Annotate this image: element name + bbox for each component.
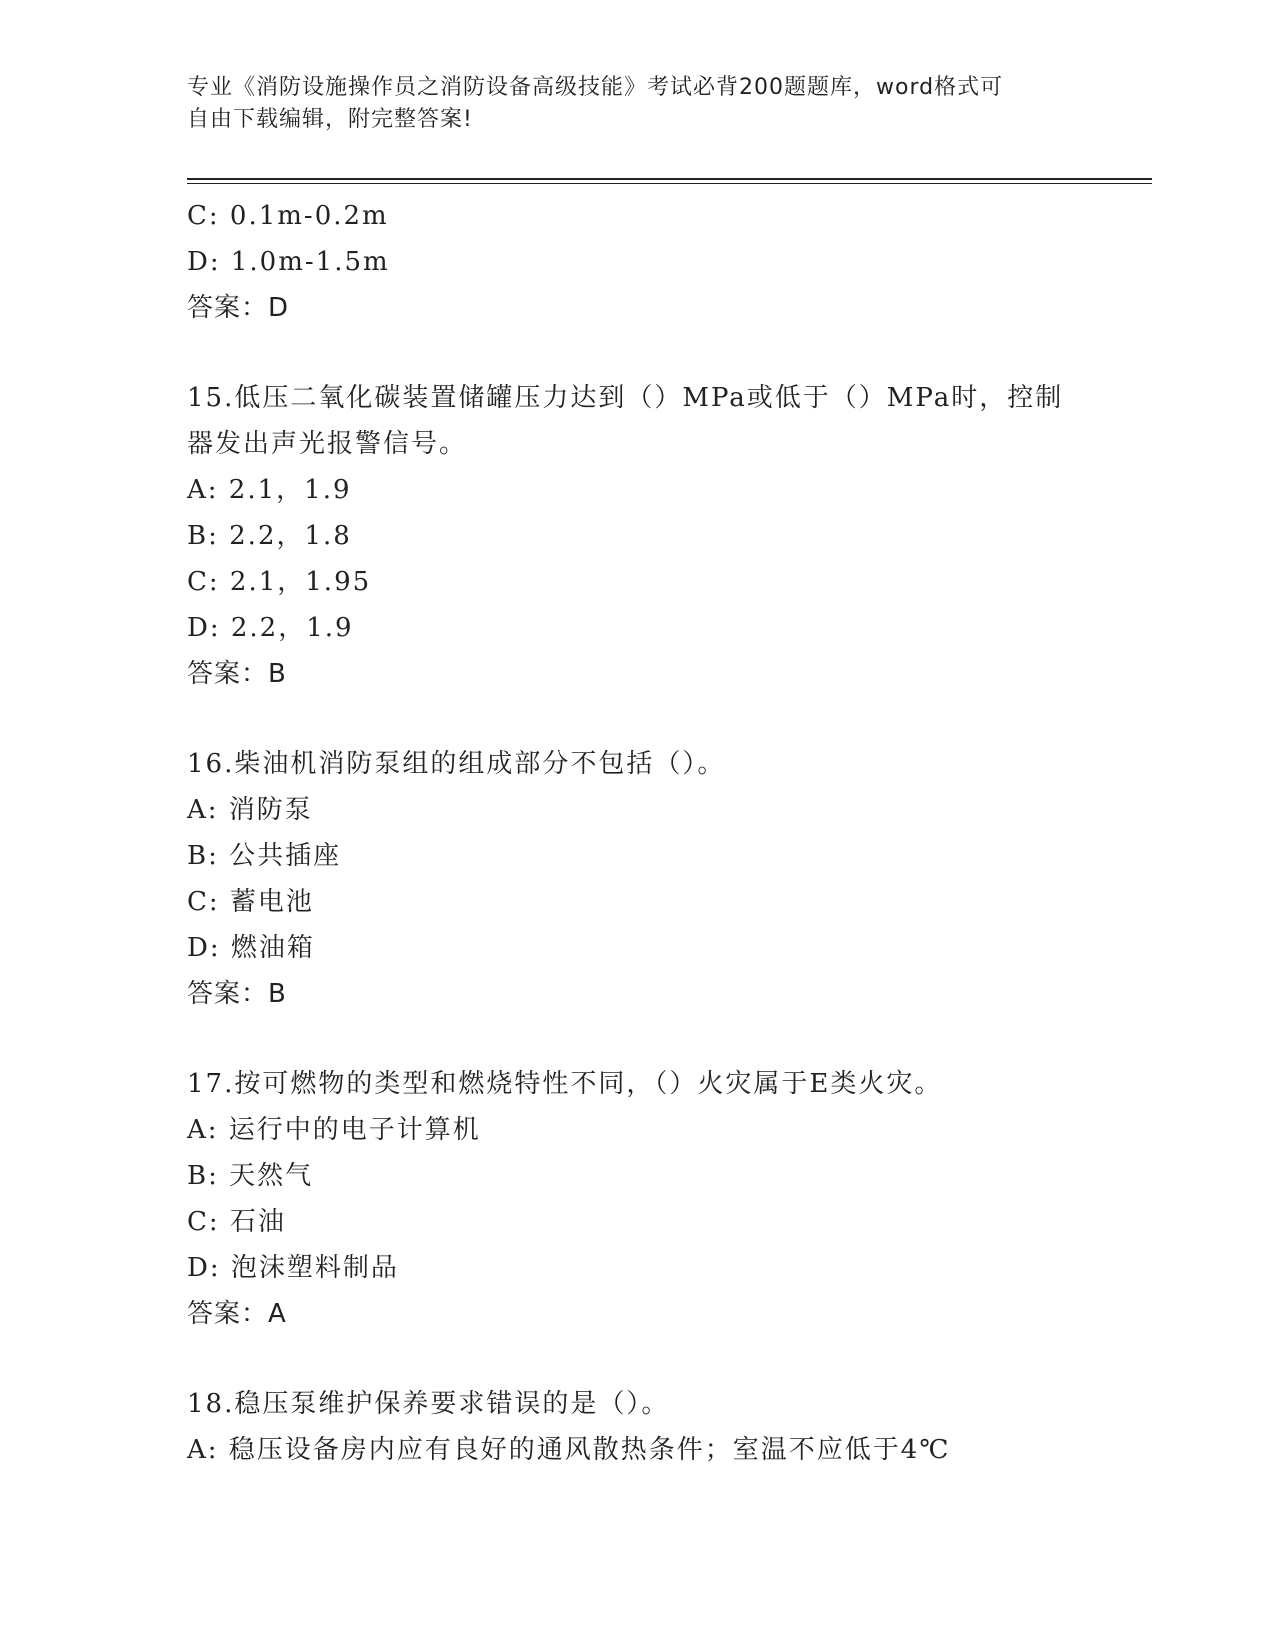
question-list bbox=[187, 193, 1087, 1473]
option-a: A: 2.1，1.9 bbox=[187, 475, 352, 505]
option-d: D: 1.0m-1.5m bbox=[187, 247, 390, 277]
option-d: D: 燃油箱 bbox=[187, 933, 315, 963]
spacer bbox=[187, 1017, 1087, 1061]
header-divider bbox=[187, 178, 1152, 180]
spacer bbox=[187, 331, 1087, 375]
answer: 答案：B bbox=[187, 659, 287, 689]
option-b: B: 2.2，1.8 bbox=[187, 521, 352, 551]
option-a: A: 运行中的电子计算机 bbox=[187, 1115, 481, 1145]
option-d: D: 2.2，1.9 bbox=[187, 613, 354, 643]
option-c: C: 石油 bbox=[187, 1207, 286, 1237]
option-a: A: 消防泵 bbox=[187, 795, 313, 825]
header-line-2: 自由下载编辑，附完整答案! bbox=[187, 107, 473, 132]
question-stem: 17.按可燃物的类型和燃烧特性不同，（）火灾属于E类火灾。 bbox=[187, 1069, 943, 1099]
document-header bbox=[187, 72, 1067, 136]
option-c: C: 2.1，1.95 bbox=[187, 567, 372, 597]
question-stem: 16.柴油机消防泵组的组成部分不包括（）。 bbox=[187, 749, 726, 779]
answer: 答案：A bbox=[187, 1299, 287, 1329]
header-divider-thin bbox=[187, 183, 1152, 184]
spacer bbox=[187, 1337, 1087, 1381]
option-c: C: 0.1m-0.2m bbox=[187, 201, 389, 231]
question-stem: 器发出声光报警信号。 bbox=[187, 429, 468, 459]
option-a: A: 稳压设备房内应有良好的通风散热条件；室温不应低于4℃ bbox=[187, 1435, 951, 1465]
option-d: D: 泡沫塑料制品 bbox=[187, 1253, 399, 1283]
question-stem: 15.低压二氧化碳装置储罐压力达到（）MPa或低于（）MPa时，控制 bbox=[187, 383, 1064, 413]
header-line-1: 专业《消防设施操作员之消防设备高级技能》考试必背200题题库，word格式可 bbox=[187, 75, 1004, 100]
option-b: B: 公共插座 bbox=[187, 841, 342, 871]
option-b: B: 天然气 bbox=[187, 1161, 314, 1191]
option-c: C: 蓄电池 bbox=[187, 887, 314, 917]
question-stem: 18.稳压泵维护保养要求错误的是（）。 bbox=[187, 1389, 670, 1419]
answer: 答案：D bbox=[187, 293, 290, 323]
spacer bbox=[187, 697, 1087, 741]
answer: 答案：B bbox=[187, 979, 287, 1009]
